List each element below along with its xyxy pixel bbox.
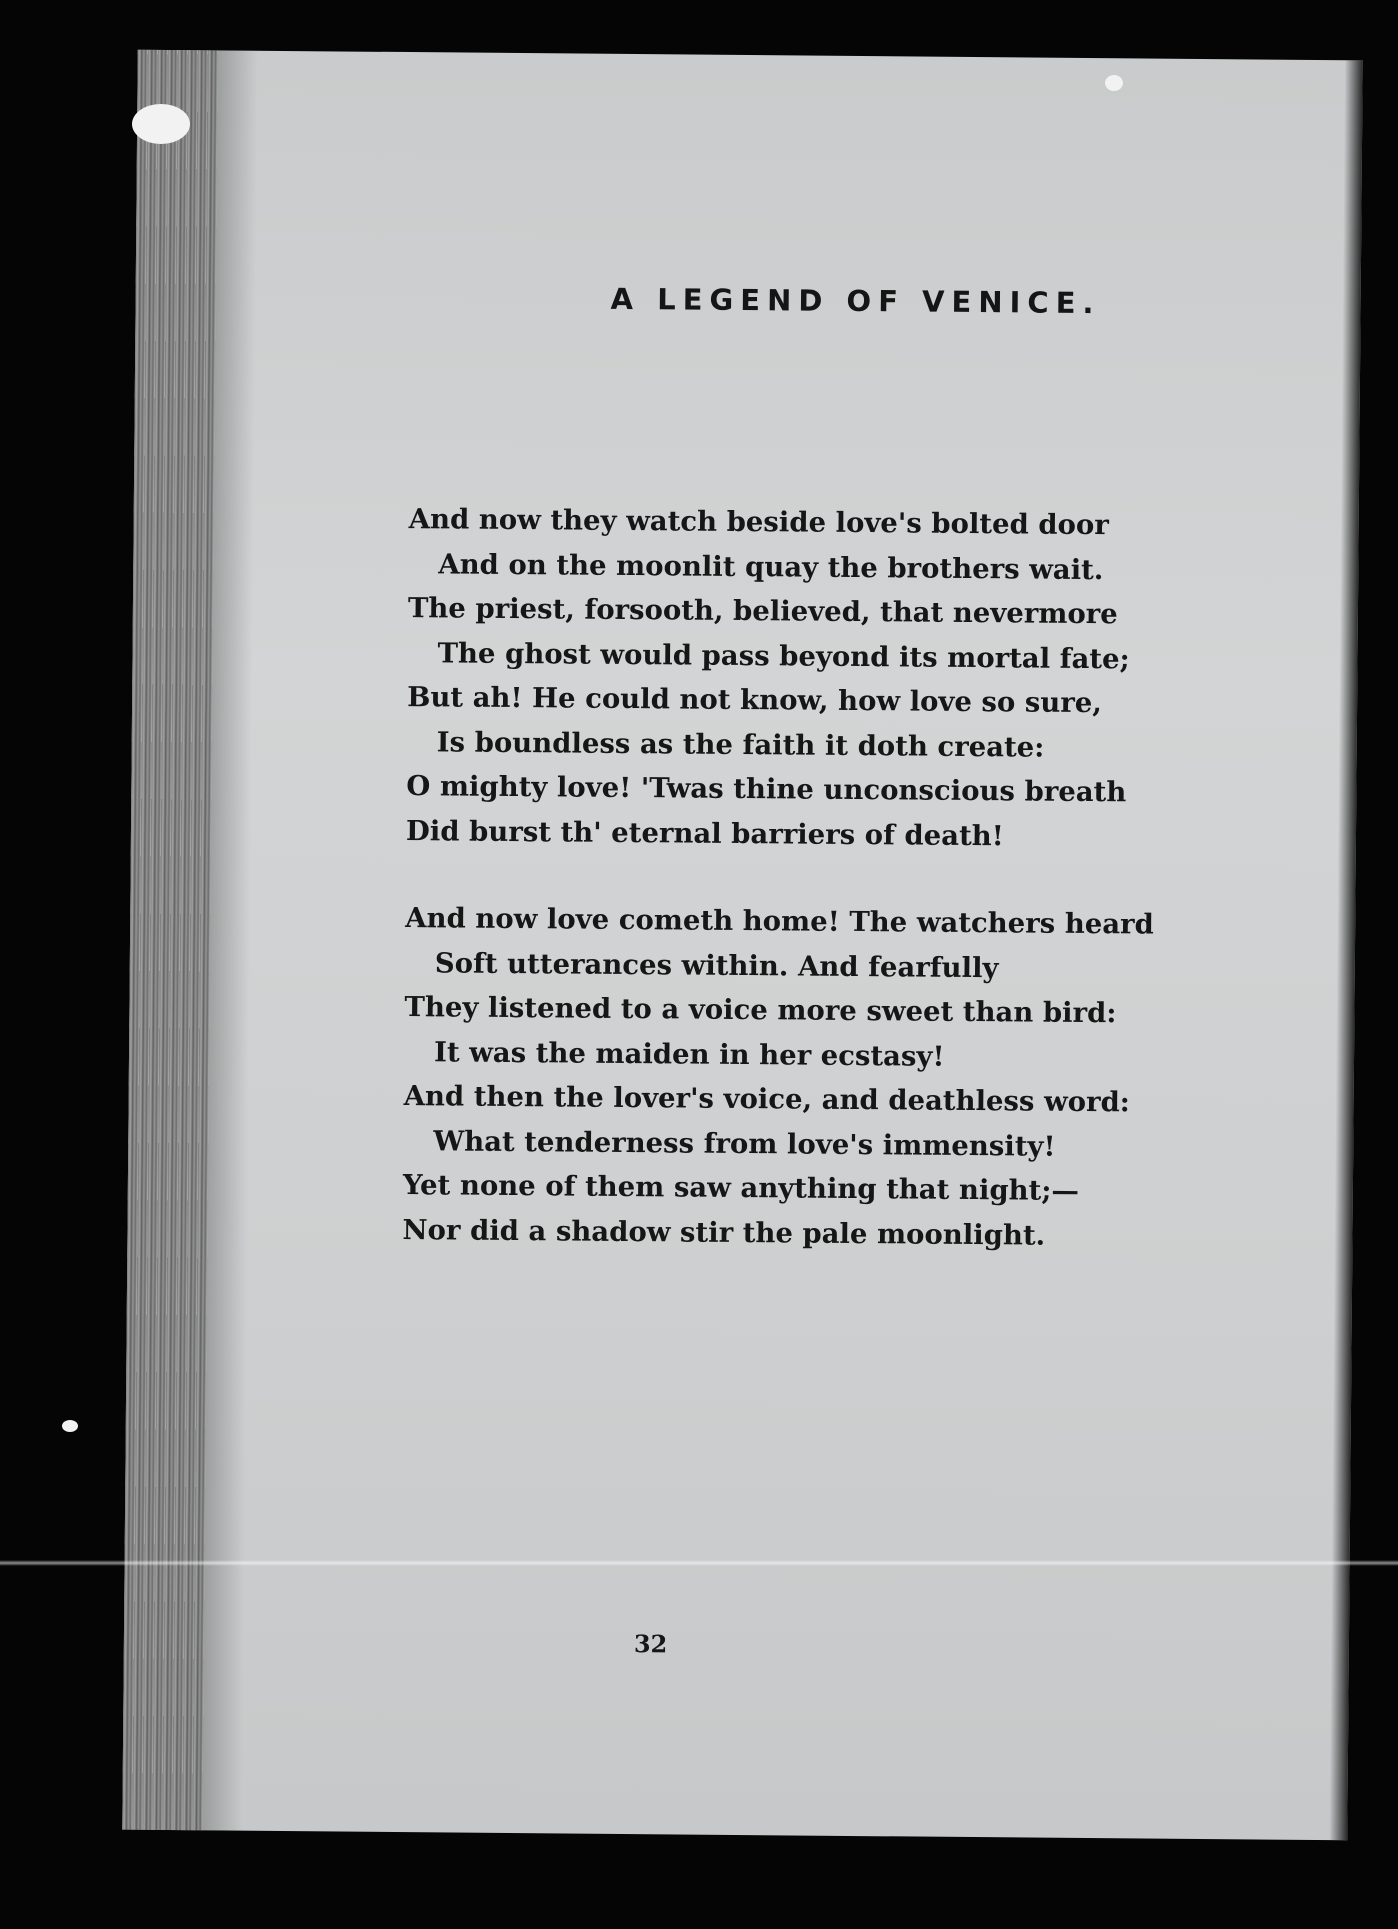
stanza-2 [402,896,1154,1259]
page-right-edge [1329,60,1363,1840]
scan-blot [1105,75,1123,91]
poem-line: Yet none of them saw anything that night;— [402,1169,1080,1207]
poem-line: Did burst th' eternal barriers of death! [405,814,1004,852]
poem-line: Soft utterances within. And fearfully [434,946,999,984]
poem-line: But ah! He could not know, how love so sure, [407,681,1103,720]
poem-line: Nor did a shadow stir the pale moonlight. [402,1213,1046,1252]
running-head: A LEGEND OF VENICE. [610,281,1101,321]
poem-line: They listened to a voice more sweet than bird: [404,991,1117,1030]
poem-line: The priest, forsooth, believed, that nevermore [407,592,1118,631]
poem-line: And on the moonlit quay the brothers wait. [438,547,1104,586]
page-number: 32 [633,1629,668,1659]
scan-artifact-line [0,1560,1398,1566]
book-page [122,50,1362,1841]
poem-line: The ghost would pass beyond its mortal fate; [437,636,1130,675]
poem-line: O mighty love! 'Twas thine unconscious breath [406,770,1127,809]
poem-line: And now love cometh home! The watchers heard [405,902,1154,941]
stanza-1 [406,497,1158,860]
poem-line: And then the lover's voice, and deathless word: [403,1080,1131,1119]
poem-line: What tenderness from love's immensity! [433,1124,1056,1163]
poem-line: It was the maiden in her ecstasy! [433,1035,945,1073]
poem-line: Is boundless as the faith it doth create: [436,725,1045,764]
poem-line: And now they watch beside love's bolted door [408,503,1109,542]
scan-blot [132,104,190,144]
poem-text [402,497,1157,1259]
scan-blot [62,1420,78,1432]
